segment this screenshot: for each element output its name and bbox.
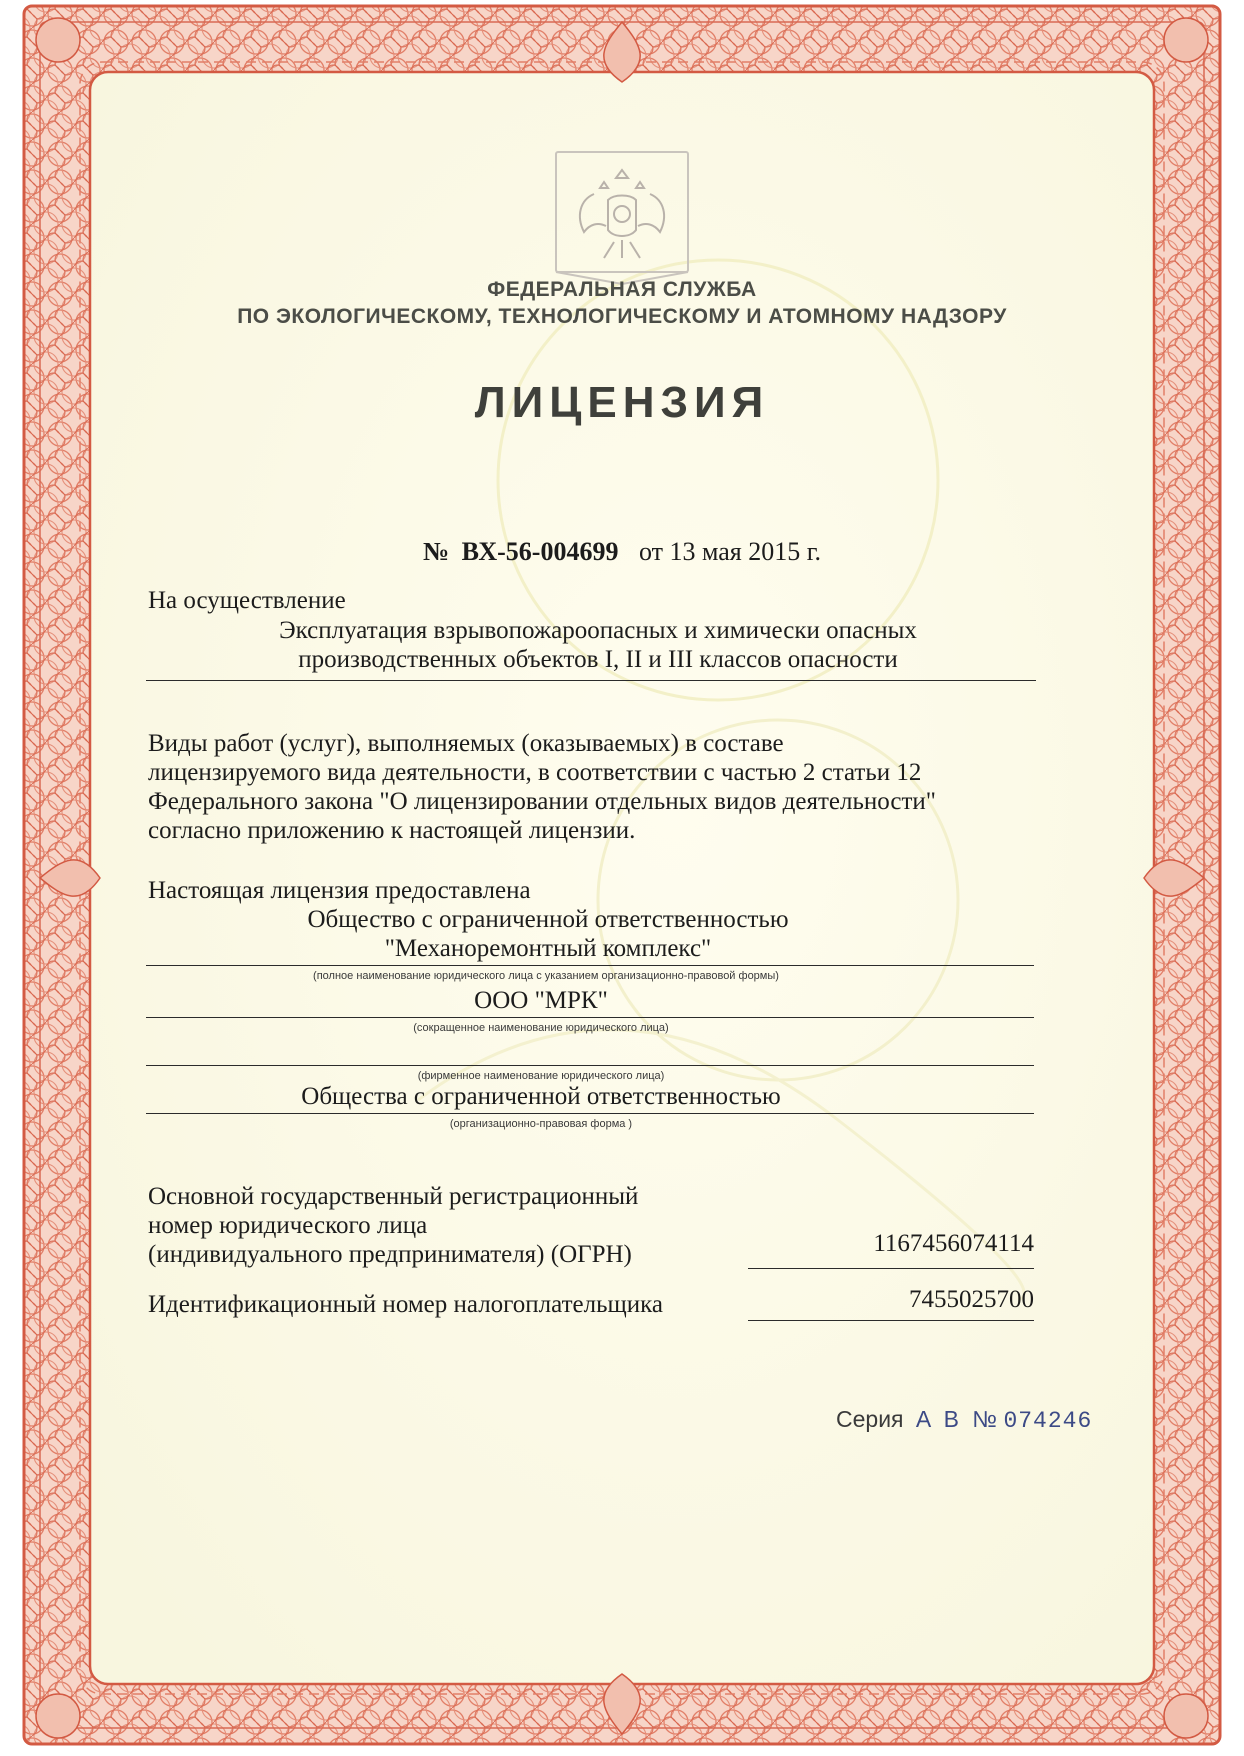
ogrn-label-line3: (индивидуального предпринимателя) (ОГРН) bbox=[148, 1241, 632, 1268]
works-line3: Федерального закона "О лицензировании отдельных видов деятельности" bbox=[148, 788, 936, 815]
serial-series: А В bbox=[915, 1406, 962, 1432]
document-title: ЛИЦЕНЗИЯ bbox=[474, 378, 770, 427]
serial-number-row bbox=[836, 1406, 1092, 1434]
agency-name-line2: ПО ЭКОЛОГИЧЕСКОМУ, ТЕХНОЛОГИЧЕСКОМУ И АТОМНОМУ НАДЗОРУ bbox=[237, 305, 1007, 328]
brand-name-underline bbox=[146, 1065, 1034, 1066]
activity-line2: производственных объектов I, II и III классов опасности bbox=[298, 646, 898, 673]
ogrn-underline bbox=[748, 1268, 1034, 1269]
holder-short-name: ООО "МРК" bbox=[474, 987, 608, 1014]
holder-full-name-line2: "Механоремонтный комплекс" bbox=[384, 935, 712, 962]
ogrn-label-line2: номер юридического лица bbox=[148, 1212, 428, 1239]
serial-number: 074246 bbox=[1003, 1408, 1093, 1434]
activity-underline bbox=[146, 680, 1036, 681]
works-line1: Виды работ (услуг), выполняемых (оказываемых) в составе bbox=[148, 730, 784, 757]
works-line2: лицензируемого вида деятельности, в соответствии с частью 2 статьи 12 bbox=[148, 759, 922, 786]
license-number-row bbox=[18, 537, 1226, 567]
ogrn-value: 1167456074114 bbox=[873, 1230, 1034, 1257]
ogrn-label-line1: Основной государственный регистрационный bbox=[148, 1183, 639, 1210]
serial-label: Серия bbox=[836, 1406, 904, 1432]
license-page bbox=[18, 0, 1226, 1756]
license-date: от 13 мая 2015 г. bbox=[638, 537, 821, 566]
inn-value: 7455025700 bbox=[909, 1286, 1034, 1313]
inn-label: Идентификационный номер налогоплательщика bbox=[148, 1291, 664, 1318]
inn-underline bbox=[748, 1320, 1034, 1321]
holder-label: Настоящая лицензия предоставлена bbox=[148, 877, 531, 904]
full-name-caption: (полное наименование юридического лица с указанием организационно-правовой формы) bbox=[313, 970, 779, 982]
activity-label: На осуществление bbox=[148, 587, 346, 614]
license-number: ВХ-56-004699 bbox=[461, 537, 619, 566]
serial-number-sign: № bbox=[972, 1406, 998, 1432]
works-line4: согласно приложению к настоящей лицензии. bbox=[148, 817, 636, 844]
agency-name-line1: ФЕДЕРАЛЬНАЯ СЛУЖБА bbox=[487, 278, 757, 301]
double-headed-eagle-icon bbox=[554, 150, 690, 286]
holder-legal-form: Общества с ограниченной ответственностью bbox=[301, 1083, 781, 1110]
legal-form-underline bbox=[146, 1113, 1034, 1114]
activity-line1: Эксплуатация взрывопожароопасных и химически опасных bbox=[279, 617, 917, 644]
full-name-underline bbox=[146, 965, 1034, 966]
short-name-caption: (сокращенное наименование юридического лица) bbox=[413, 1022, 669, 1034]
holder-full-name-line1: Общество с ограниченной ответственностью bbox=[307, 906, 789, 933]
short-name-underline bbox=[146, 1017, 1034, 1018]
brand-name-caption: (фирменное наименование юридического лица) bbox=[417, 1070, 665, 1082]
number-sign: № bbox=[423, 537, 450, 566]
legal-form-caption: (организационно-правовая форма ) bbox=[449, 1118, 633, 1130]
